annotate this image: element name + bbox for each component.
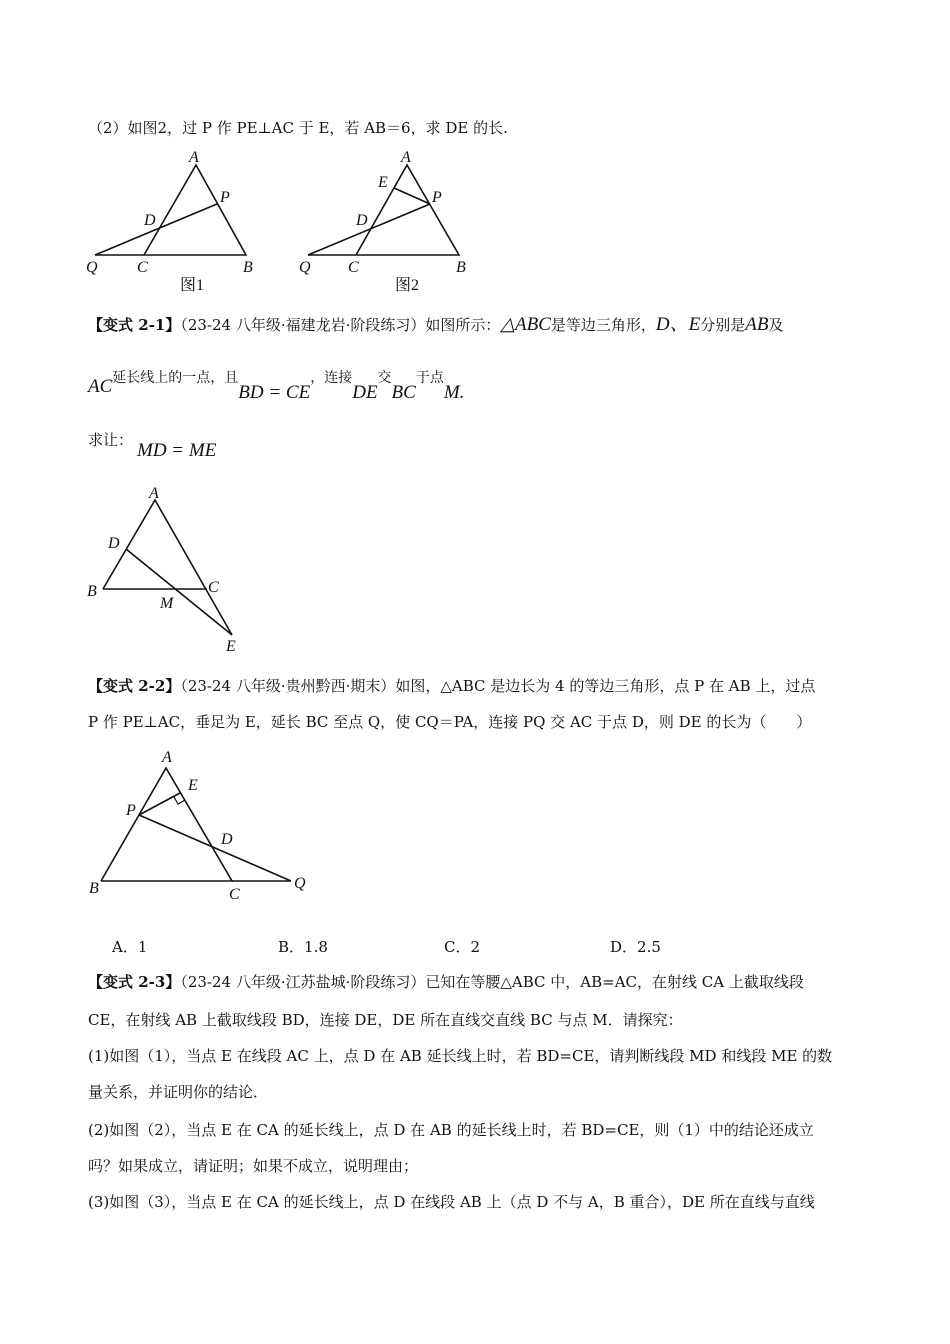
math: BD = CE [238,382,311,403]
figure-variant-2-2 [89,749,306,903]
label-e: E [378,174,388,191]
label-p: P [220,189,230,206]
label-a: A [149,485,159,502]
variant-tag: 【变式 2-1】 [88,316,181,334]
choice-b[interactable]: B．1.8 [278,938,328,956]
text: 于点 [415,370,444,386]
text: 延长线上的一点，且 [112,370,239,386]
variant-2-3-line-5: (2)如图（2），当点 E 在 CA 的延长线上，点 D 在 AB 的延长线上时，若 BD=CE，则（1）中的结论还成立 [88,1121,814,1139]
label-c: C [208,579,219,596]
choice-c[interactable]: C．2 [444,938,481,956]
variant-2-2-line-1 [88,676,815,696]
label-q: Q [299,259,311,276]
math: AB [745,314,769,335]
label-d: D [144,212,156,229]
source: （23-24 八年级·福建龙岩·阶段练习）如图所示： [180,316,501,334]
label-d: D [108,535,120,552]
label-q: Q [294,875,306,892]
variant-2-3-line-2: CE，在射线 AB 上截取线段 BD，连接 DE，DE 所在直线交直线 BC 与点 M．请探究： [88,1011,683,1029]
label-d: D [221,831,233,848]
variant-2-3-line-1 [88,972,804,992]
label-p: P [126,802,136,819]
segment-qp [95,204,217,255]
figure-variant-2-1 [87,485,236,655]
variant-2-3-line-3: (1)如图（1），当点 E 在线段 AC 上，点 D 在 AB 延长线上时，若 BD=CE，请判断线段 MD 和线段 ME 的数 [88,1047,833,1065]
math: AC [88,376,113,397]
answer-choices [112,937,776,957]
math: BC [391,382,416,403]
variant-2-1-line-1 [88,315,783,335]
prove-label: 求让： [88,431,134,449]
label-b: B [456,259,466,276]
variant-2-1-line-2 [88,370,465,403]
segment-qp [308,204,430,255]
text: （23-24 八年级·江苏盐城·阶段练习）已知在等腰△ABC 中，AB=AC，在射线 CA 上截取线段 [180,973,804,991]
text: 及 [768,316,784,334]
label-b: B [89,880,99,897]
figure-1 [86,149,253,294]
label-b: B [243,259,253,276]
label-c: C [137,259,148,276]
label-d: D [356,212,368,229]
label-a: A [401,149,411,166]
label-e: E [188,777,198,794]
choice-d[interactable]: D．2.5 [610,938,661,956]
label-p: P [432,189,442,206]
label-m: M [160,595,174,612]
label-a: A [162,749,172,766]
math: M. [443,382,465,403]
label-a: A [189,149,199,166]
choice-a[interactable]: A．1 [112,938,148,956]
label-c: C [348,259,359,276]
variant-tag: 【变式 2-3】 [88,973,181,991]
label-e: E [226,638,236,655]
math: D、E [655,314,701,335]
text: （23-24 八年级·贵州黔西·期末）如图，△ABC 是边长为 4 的等边三角形，点 P 在 AB 上，过点 [180,677,816,695]
text: 是等边三角形， [550,316,656,334]
variant-2-3-line-7: (3)如图（3），当点 E 在 CA 的延长线上，点 D 在线段 AB 上（点 D 不与 A，B 重合），DE 所在直线与直线 [88,1193,815,1211]
text: 交 [377,370,392,386]
label-c: C [229,886,240,903]
math: △ABC [500,314,551,335]
figure-1-caption: 图1 [180,277,205,294]
variant-2-3-line-4: 量关系，并证明你的结论． [88,1083,269,1101]
text: 分别是 [700,316,746,334]
triangle-abc [103,500,232,635]
math: DE [352,382,378,403]
figure-2 [299,149,466,294]
label-b: B [87,583,97,600]
variant-2-3-line-6: 吗？如果成立，请证明；如果不成立，说明理由； [88,1157,419,1175]
question-part-2: （2）如图2，过 P 作 PE⊥AC 于 E，若 AB＝6，求 DE 的长. [88,119,508,137]
triangle-abc [95,165,246,255]
segment-pq [139,815,291,881]
variant-tag: 【变式 2-2】 [88,677,181,695]
triangle-abc [101,768,232,881]
label-q: Q [86,259,98,276]
figure-2-caption: 图2 [395,277,420,294]
variant-2-2-line-2: P 作 PE⊥AC，垂足为 E，延长 BC 至点 Q，使 CQ＝PA，连接 PQ 交 AC 于点 D，则 DE 的长为（ ） [88,713,812,731]
text: ，连接 [310,370,353,386]
prove-statement: MD = ME [137,440,217,461]
